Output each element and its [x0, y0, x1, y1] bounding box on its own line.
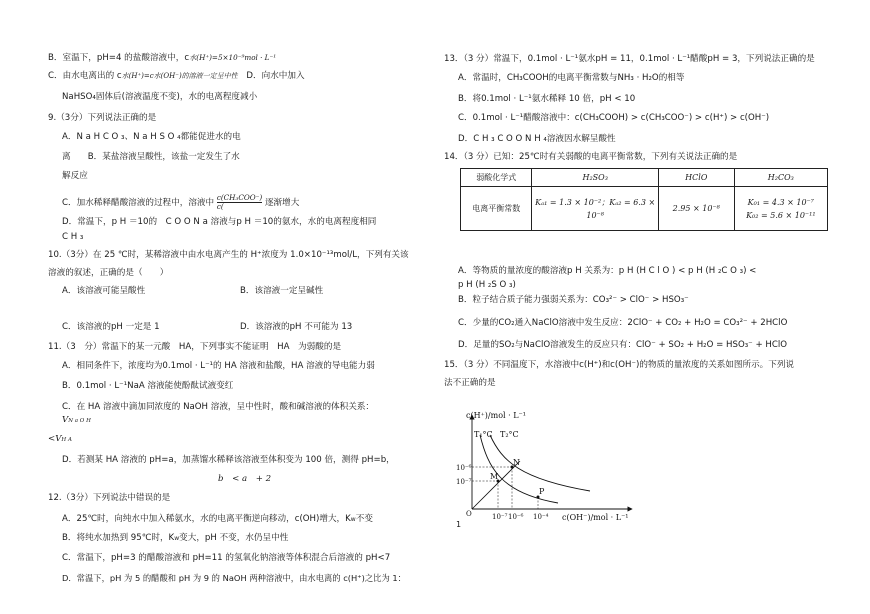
q14-option-d: D．足量的SO₂与NaClO溶液发生的反应只有：ClO⁻ + SO₂ + H₂O = HSO₃⁻ + HClO	[458, 340, 787, 350]
acid-constant-table	[460, 168, 828, 231]
x-tick-10-6: 10⁻⁶	[508, 513, 524, 521]
q12-option-d: D．常温下，pH 为 5 的醋酸和 pH 为 9 的 NaOH 两种溶液中，由水电离的 c(H⁺)之比为 1：	[62, 573, 406, 583]
q12-option-b	[62, 533, 288, 544]
t2-curve	[490, 435, 590, 491]
q9-c-numerator: c(CH₃COO⁻)	[216, 193, 263, 202]
q14-option-b: B．粒子结合质子能力强弱关系为：CO₃²⁻ > ClO⁻ > HSO₃⁻	[458, 295, 689, 305]
q10-stem: 10.（3分）在 25 ℃时，某稀溶液中由水电离产生的 H⁺浓度为 1.0×10⁻¹³mol/L，下列有关该	[48, 250, 409, 260]
q15-stem: 15．（3 分）不同温度下，水溶液中c(H⁺)和c(OH⁻)的物质的量浓度的关系如图所示。下列说	[444, 360, 795, 370]
q9-option-a: A．N a H C O ₃、N a H S O ₄都能促进水的电	[62, 132, 241, 142]
q10-option-d: D．该溶液的pH 不可能为 13	[240, 322, 353, 332]
q9-c-fraction	[217, 194, 262, 211]
table-row-label: 电离平衡常数	[461, 187, 532, 231]
q11-stem: 11.（3 分）常温下的某一元酸 HA，下列事实不能证明 HA 为弱酸的是	[48, 342, 342, 352]
q12-a-text: A．25℃时，向纯水中加入稀氨水，水的电离平衡逆向移动，c(OH)增大，K	[62, 514, 351, 524]
q9-option-c	[62, 194, 299, 211]
point-m-label: M	[490, 472, 499, 481]
origin-label: O	[466, 510, 472, 518]
x-axis-label: c(OH⁻)/mol · L⁻¹	[562, 513, 629, 522]
q8-c-text: C．由水电离出的 c	[48, 71, 122, 81]
q9-c-denominator: c(	[216, 202, 224, 211]
q15-stem-line2: 法不正确的是	[444, 378, 496, 388]
q10-option-b: B．该溶液一定呈碱性	[240, 286, 324, 296]
q12-option-c: C．常温下，pH=3 的醋酸溶液和 pH=11 的氢氧化钠溶液等体积混合后溶液的 pH<7	[62, 553, 391, 563]
q8-d-text: D．向水中加入	[246, 71, 305, 81]
table-cell-h2co3	[734, 187, 827, 231]
left-column	[0, 0, 430, 614]
q10-stem-line2: 溶液的叙述，正确的是（ ）	[48, 268, 169, 278]
q13-option-c: C．0.1mol · L⁻¹醋酸溶液中：c(CH₃COOH) > c(CH₃COO⁻) > c(H⁺) > c(OH⁻)	[458, 113, 770, 123]
q11-option-c-line2	[62, 415, 91, 427]
h2co3-k1: K₀₁ = 4.3 × 10⁻⁷	[747, 197, 814, 207]
q13-option-b: B．将0.1mol · L⁻¹氨水稀释 10 倍，pH < 10	[458, 94, 636, 104]
point-p-label: P	[539, 487, 545, 496]
table-header-cell: H₂CO₃	[734, 169, 827, 187]
q11-c-lt-v-sub: H A	[61, 437, 72, 443]
table-row	[461, 187, 828, 231]
q11-c-lt-v: <V	[48, 434, 62, 444]
q11-option-c: C．在 HA 溶液中滴加同浓度的 NaOH 溶液，呈中性时，酸和碱溶液的体积关系：	[62, 402, 375, 412]
t2-label: T₂°C	[500, 430, 519, 439]
h2co3-k2: K₀₂ = 5.6 × 10⁻¹¹	[746, 210, 816, 220]
table-header-cell: 弱酸化学式	[461, 169, 532, 187]
h2so3-k3: 10⁻⁸	[586, 210, 604, 220]
concentration-curve-figure	[440, 405, 640, 530]
q9-stem: 9.（3分）下列说法正确的是	[48, 113, 157, 123]
q10-option-c: C．该溶液的pH 一定是 1	[62, 322, 160, 332]
q11-option-d-line2: b < a + 2	[218, 474, 272, 484]
q9-c-text: C．加水稀释醋酸溶液的过程中，溶液中	[62, 198, 215, 208]
q11-option-b: B．0.1mol · L⁻¹NaA 溶液能使酚酞试液变红	[62, 381, 234, 391]
q12-b-text: B．将纯水加热到 95℃时，K	[62, 533, 175, 543]
q11-option-c-line3	[48, 434, 72, 446]
q13-option-a: A．常温时，CH₃COOH的电离平衡常数与NH₃ · H₂O的相等	[458, 73, 685, 83]
table-cell-h2so3	[532, 187, 658, 231]
x-tick-10-4: 10⁻⁴	[533, 513, 549, 521]
table-header-cell: HClO	[658, 169, 734, 187]
q9-option-a-line3: 解反应	[62, 171, 88, 181]
table-header-cell: H₂SO₃	[532, 169, 658, 187]
page-number: 1	[456, 520, 462, 529]
q11-c-v: V	[62, 415, 69, 425]
q8-c-formula: 水(H⁺)=c水(OH⁻)的溶液一定呈中性	[121, 72, 238, 80]
q11-c-v-sub: N a O H	[68, 418, 91, 424]
q9-option-d-line2: C H ₃	[62, 232, 84, 242]
q8-b-formula: 水(H⁺)=5×10⁻⁹mol · L⁻¹	[189, 53, 277, 62]
q14-option-a-line2: p H (H ₂S O ₃)	[458, 280, 516, 290]
q14-option-c: C．少量的CO₂通入NaClO溶液中发生反应：2ClO⁻ + CO₂ + H₂O = CO₃²⁻ + 2HClO	[458, 318, 788, 328]
y-tick-10-7: 10⁻⁷	[456, 478, 472, 486]
q12-b-tail: 变大，pH 不变，水仍呈中性	[179, 533, 289, 543]
t1-label: T₁°C	[474, 430, 493, 439]
y-tick-10-6: 10⁻⁶	[456, 464, 472, 472]
q9-option-d: D．常温下，p H ＝10的 C O O N a 溶液与p H ＝10的氨水，水的电离程度相同	[62, 217, 377, 227]
q9-c-tail: 逐渐增大	[264, 198, 300, 208]
q13-option-d: D．C H ₃ C O O N H ₄溶液因水解呈酸性	[458, 134, 616, 144]
q9-option-a-line2: 离 B．某盐溶液呈酸性，该盐一定发生了水	[62, 152, 240, 162]
q13-stem: 13．（3 分）常温下，0.1mol · L⁻¹氨水pH = 11，0.1mol · L⁻¹醋酸pH = 3，下列说法正确的是	[444, 54, 815, 64]
table-cell-hclo: 2.95 × 10⁻⁸	[658, 187, 734, 231]
y-axis-label: c(H⁺)/mol · L⁻¹	[466, 411, 526, 420]
q10-option-a: A．该溶液可能呈酸性	[62, 286, 146, 296]
q8-b-text: B．室温下，pH=4 的盐酸溶液中，c	[48, 53, 190, 63]
q11-option-d: D．若测某 HA 溶液的 pH=a，加蒸馏水稀释该溶液至体积变为 100 倍，测得 pH=b，	[62, 455, 395, 465]
q12-option-a	[62, 514, 373, 525]
h2so3-k2: ₐ₂ = 6.3 ×	[615, 197, 656, 207]
q11-option-a: A．相同条件下，浓度均为0.1mol · L⁻¹的 HA 溶液和盐酸，HA 溶液的导电能力弱	[62, 361, 375, 371]
q14-option-a: A．等物质的量浓度的酸溶液p H 关系为：p H (H C l O ) < p H (H ₂C O ₃) <	[458, 266, 757, 276]
q12-a-tail: 不变	[355, 514, 373, 524]
q8-option-b	[48, 52, 276, 64]
h2so3-k1: ₐ₁ = 1.3 × 10⁻²；K	[541, 197, 616, 207]
point-n-label: N	[513, 458, 520, 467]
q8-option-c	[48, 71, 305, 82]
h2so3-k: K	[535, 197, 542, 207]
q14-stem: 14．（3 分）已知：25℃时有关弱酸的电离平衡常数，下列有关说法正确的是	[444, 152, 738, 162]
q12-b-sub: w	[174, 535, 180, 542]
table-header-row	[461, 169, 828, 187]
x-tick-10-7: 10⁻⁷	[492, 513, 508, 521]
q8-option-d-line2: NaHSO₄固体后(溶液温度不变)，水的电离程度减小	[62, 92, 258, 102]
q12-a-sub: w	[350, 516, 356, 523]
q12-stem: 12.（3分）下列说法中错误的是	[48, 493, 171, 503]
